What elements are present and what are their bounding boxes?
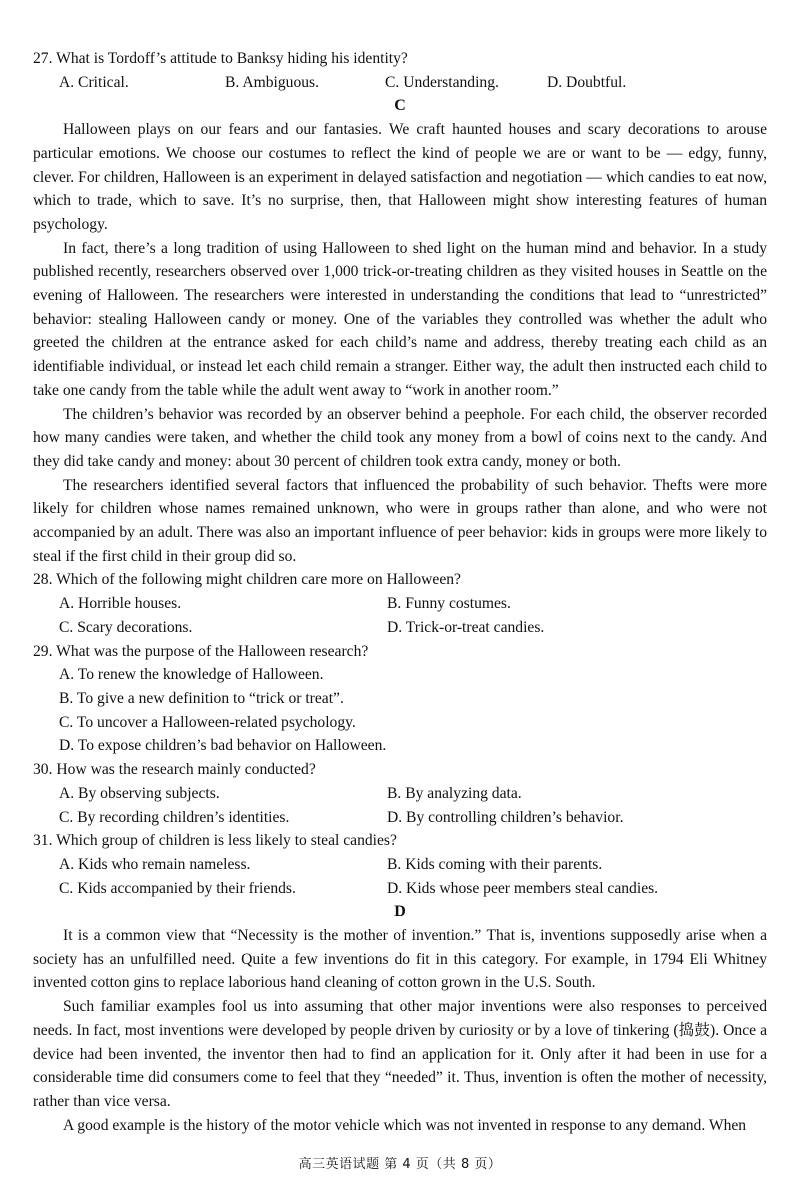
question-28: 28. Which of the following might children care more on Halloween? bbox=[33, 571, 461, 589]
option-a: A. Critical. bbox=[59, 73, 129, 91]
question-27: 27. What is Tordoff’s attitude to Banksy hiding his identity? bbox=[33, 50, 408, 67]
page-footer: 高三英语试题 第 4 页（共 8 页） bbox=[298, 1157, 502, 1172]
option-c: C. Scary decorations. bbox=[59, 618, 193, 636]
passage-c-paragraph-3: The children’s behavior was recorded by an observer behind a peephole. For each child, the observer recorded how many candies were taken, and whether the child took any money from a bowl of coins next to the candy. And they did take candy and money: about 30 percent of children took extra candy, money or both. bbox=[33, 405, 767, 470]
option-d: D. Doubtful. bbox=[547, 73, 627, 91]
option-d: D. To expose children’s bad behavior on Halloween. bbox=[59, 737, 387, 755]
passage-c-paragraph-2: In fact, there’s a long tradition of using Halloween to shed light on the human mind and behavior. In a study published recently, researchers observed over 1,000 trick-or-treating children as they visited houses in Seattle on the evening of Halloween. The researchers were interested in understanding the conditions that lead to “unrestricted” behavior: stealing Halloween candy or money. One of the variables they controlled was whether the adult who greeted the children at the entrance asked for each child’s name and address, thereby treating each child as an identifiable individual, or instead let each child remain a stranger. Either way, the adult then instructed each child to take one candy from the table while the adult went away to “work in another room.” bbox=[33, 239, 767, 399]
passage-d-paragraph-2: Such familiar examples fool us into assuming that other major inventions were also responses to perceived needs. In fact, most inventions were developed by people driven by curiosity or by a love of tinkering (捣鼓). Once a device had been invented, the inventor then had to find an application for it. Only after it had been in use for a considerable time did consumers come to feel that they “needed” it. Thus, invention is often the mother of necessity, rather than vice versa. bbox=[33, 998, 767, 1110]
option-d: D. Kids whose peer members steal candies. bbox=[387, 879, 659, 897]
question-31: 31. Which group of children is less likely to steal candies? bbox=[33, 832, 397, 850]
question-30-options bbox=[33, 782, 767, 829]
question-31-options bbox=[33, 853, 767, 900]
question-27-options bbox=[33, 71, 767, 95]
question-28-options bbox=[33, 592, 767, 639]
option-b: B. To give a new definition to “trick or treat”. bbox=[59, 689, 344, 707]
option-d: D. By controlling children’s behavior. bbox=[387, 808, 624, 826]
option-c: C. Understanding. bbox=[385, 73, 499, 91]
option-a: A. By observing subjects. bbox=[59, 784, 220, 802]
option-b: B. Kids coming with their parents. bbox=[387, 855, 603, 873]
passage-c-paragraph-4: The researchers identified several factors that influenced the probability of such behavior. Thefts were more likely for children whose names remained unknown, who were in groups rather than alone, and who were not accompanied by an adult. There was also an important influence of peer behavior: kids in groups were more likely to steal if the first child in their group did so. bbox=[33, 476, 767, 565]
question-30: 30. How was the research mainly conducted? bbox=[33, 761, 316, 779]
option-b: B. Ambiguous. bbox=[225, 73, 320, 91]
option-a: A. To renew the knowledge of Halloween. bbox=[59, 666, 324, 684]
question-29-options bbox=[33, 663, 767, 758]
option-b: B. Funny costumes. bbox=[387, 595, 511, 613]
option-c: C. Kids accompanied by their friends. bbox=[59, 879, 296, 897]
passage-c-paragraph-1: Halloween plays on our fears and our fantasies. We craft haunted houses and scary decorations to arouse particular emotions. We choose our costumes to reflect the kind of people we are or want to be — edgy, funny, clever. For children, Halloween is an experiment in delayed satisfaction and negotiation — which candies to eat now, which to trade, which to save. It’s no surprise, then, that Halloween might show interesting features of human psychology. bbox=[33, 121, 767, 233]
question-29: 29. What was the purpose of the Halloween research? bbox=[33, 642, 369, 660]
option-a: A. Kids who remain nameless. bbox=[59, 855, 251, 873]
passage-d-paragraph-3: A good example is the history of the motor vehicle which was not invented in response to any demand. When bbox=[63, 1116, 747, 1134]
option-b: B. By analyzing data. bbox=[387, 784, 522, 802]
option-d: D. Trick-or-treat candies. bbox=[387, 618, 545, 636]
exam-page bbox=[33, 47, 767, 1137]
passage-d-paragraph-1: It is a common view that “Necessity is the mother of invention.” That is, inventions supposedly arise when a society has an unfulfilled need. Quite a few inventions do fit in this category. For example, in 1794 Eli Whitney invented cotton gins to replace laborious hand cleaning of cotton grown in the U.S. South. bbox=[33, 927, 767, 992]
option-c: C. To uncover a Halloween-related psychology. bbox=[59, 713, 356, 731]
option-c: C. By recording children’s identities. bbox=[59, 808, 290, 826]
option-a: A. Horrible houses. bbox=[59, 595, 182, 613]
section-heading-d: D bbox=[394, 903, 406, 921]
section-heading-c: C bbox=[394, 97, 406, 115]
